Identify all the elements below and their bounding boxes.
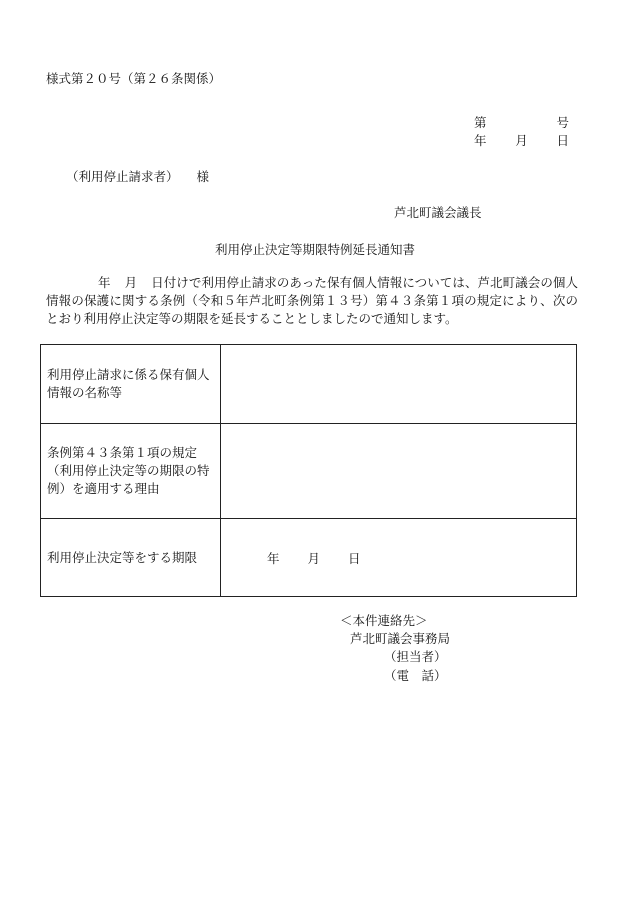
issue-date-day: 日 <box>556 133 569 148</box>
sender: 芦北町議会議長 <box>394 205 482 220</box>
body-paragraph <box>46 274 578 329</box>
addressee <box>66 169 209 185</box>
document-title: 利用停止決定等期限特例延長通知書 <box>214 242 415 257</box>
deadline-day: 日 <box>348 550 361 566</box>
body-date-year: 年 <box>98 275 111 290</box>
addressee-honorific: 様 <box>196 169 210 184</box>
row-label-deadline: 利用停止決定等をする期限 <box>41 519 221 597</box>
deadline-month: 月 <box>307 550 321 566</box>
document-number <box>474 115 569 131</box>
table-row <box>41 519 577 597</box>
row-label-info-name: 利用停止請求に係る保有個人情報の名称等 <box>41 345 221 424</box>
table-row <box>41 345 577 424</box>
deadline-year: 年 <box>267 550 280 566</box>
issue-date <box>474 133 569 149</box>
doc-number-suffix: 号 <box>556 115 569 130</box>
row-value-deadline <box>221 519 577 597</box>
issue-date-year: 年 <box>474 133 487 148</box>
contact-heading: ＜本件連絡先＞ <box>340 613 428 628</box>
contact-person: （担当者） <box>384 649 447 665</box>
doc-number-prefix: 第 <box>474 115 487 130</box>
table-row <box>41 424 577 519</box>
row-value-info-name <box>221 345 577 424</box>
form-number: 様式第２０号（第２６条関係） <box>46 71 222 86</box>
notice-table <box>40 344 577 597</box>
issue-date-month: 月 <box>515 133 528 148</box>
contact-office: 芦北町議会事務局 <box>350 631 451 647</box>
contact-block <box>340 612 450 685</box>
row-label-reason: 条例第４３条第１項の規定（利用停止決定等の期限の特例）を適用する理由 <box>41 424 221 519</box>
addressee-name: （利用停止請求者） <box>66 169 179 184</box>
body-date-month: 月 <box>124 275 138 290</box>
row-value-reason <box>221 424 577 519</box>
body-text: 日付けで利用停止請求のあった保有個人情報については、芦北町議会の個人情報の保護に関する条例（令和５年芦北町条例第１３号）第４３条第１項の規定により、次のとおり利用停止決定等の期限を延長することとしましたので通知します。 <box>46 275 578 327</box>
contact-phone: （電 話） <box>384 667 447 683</box>
